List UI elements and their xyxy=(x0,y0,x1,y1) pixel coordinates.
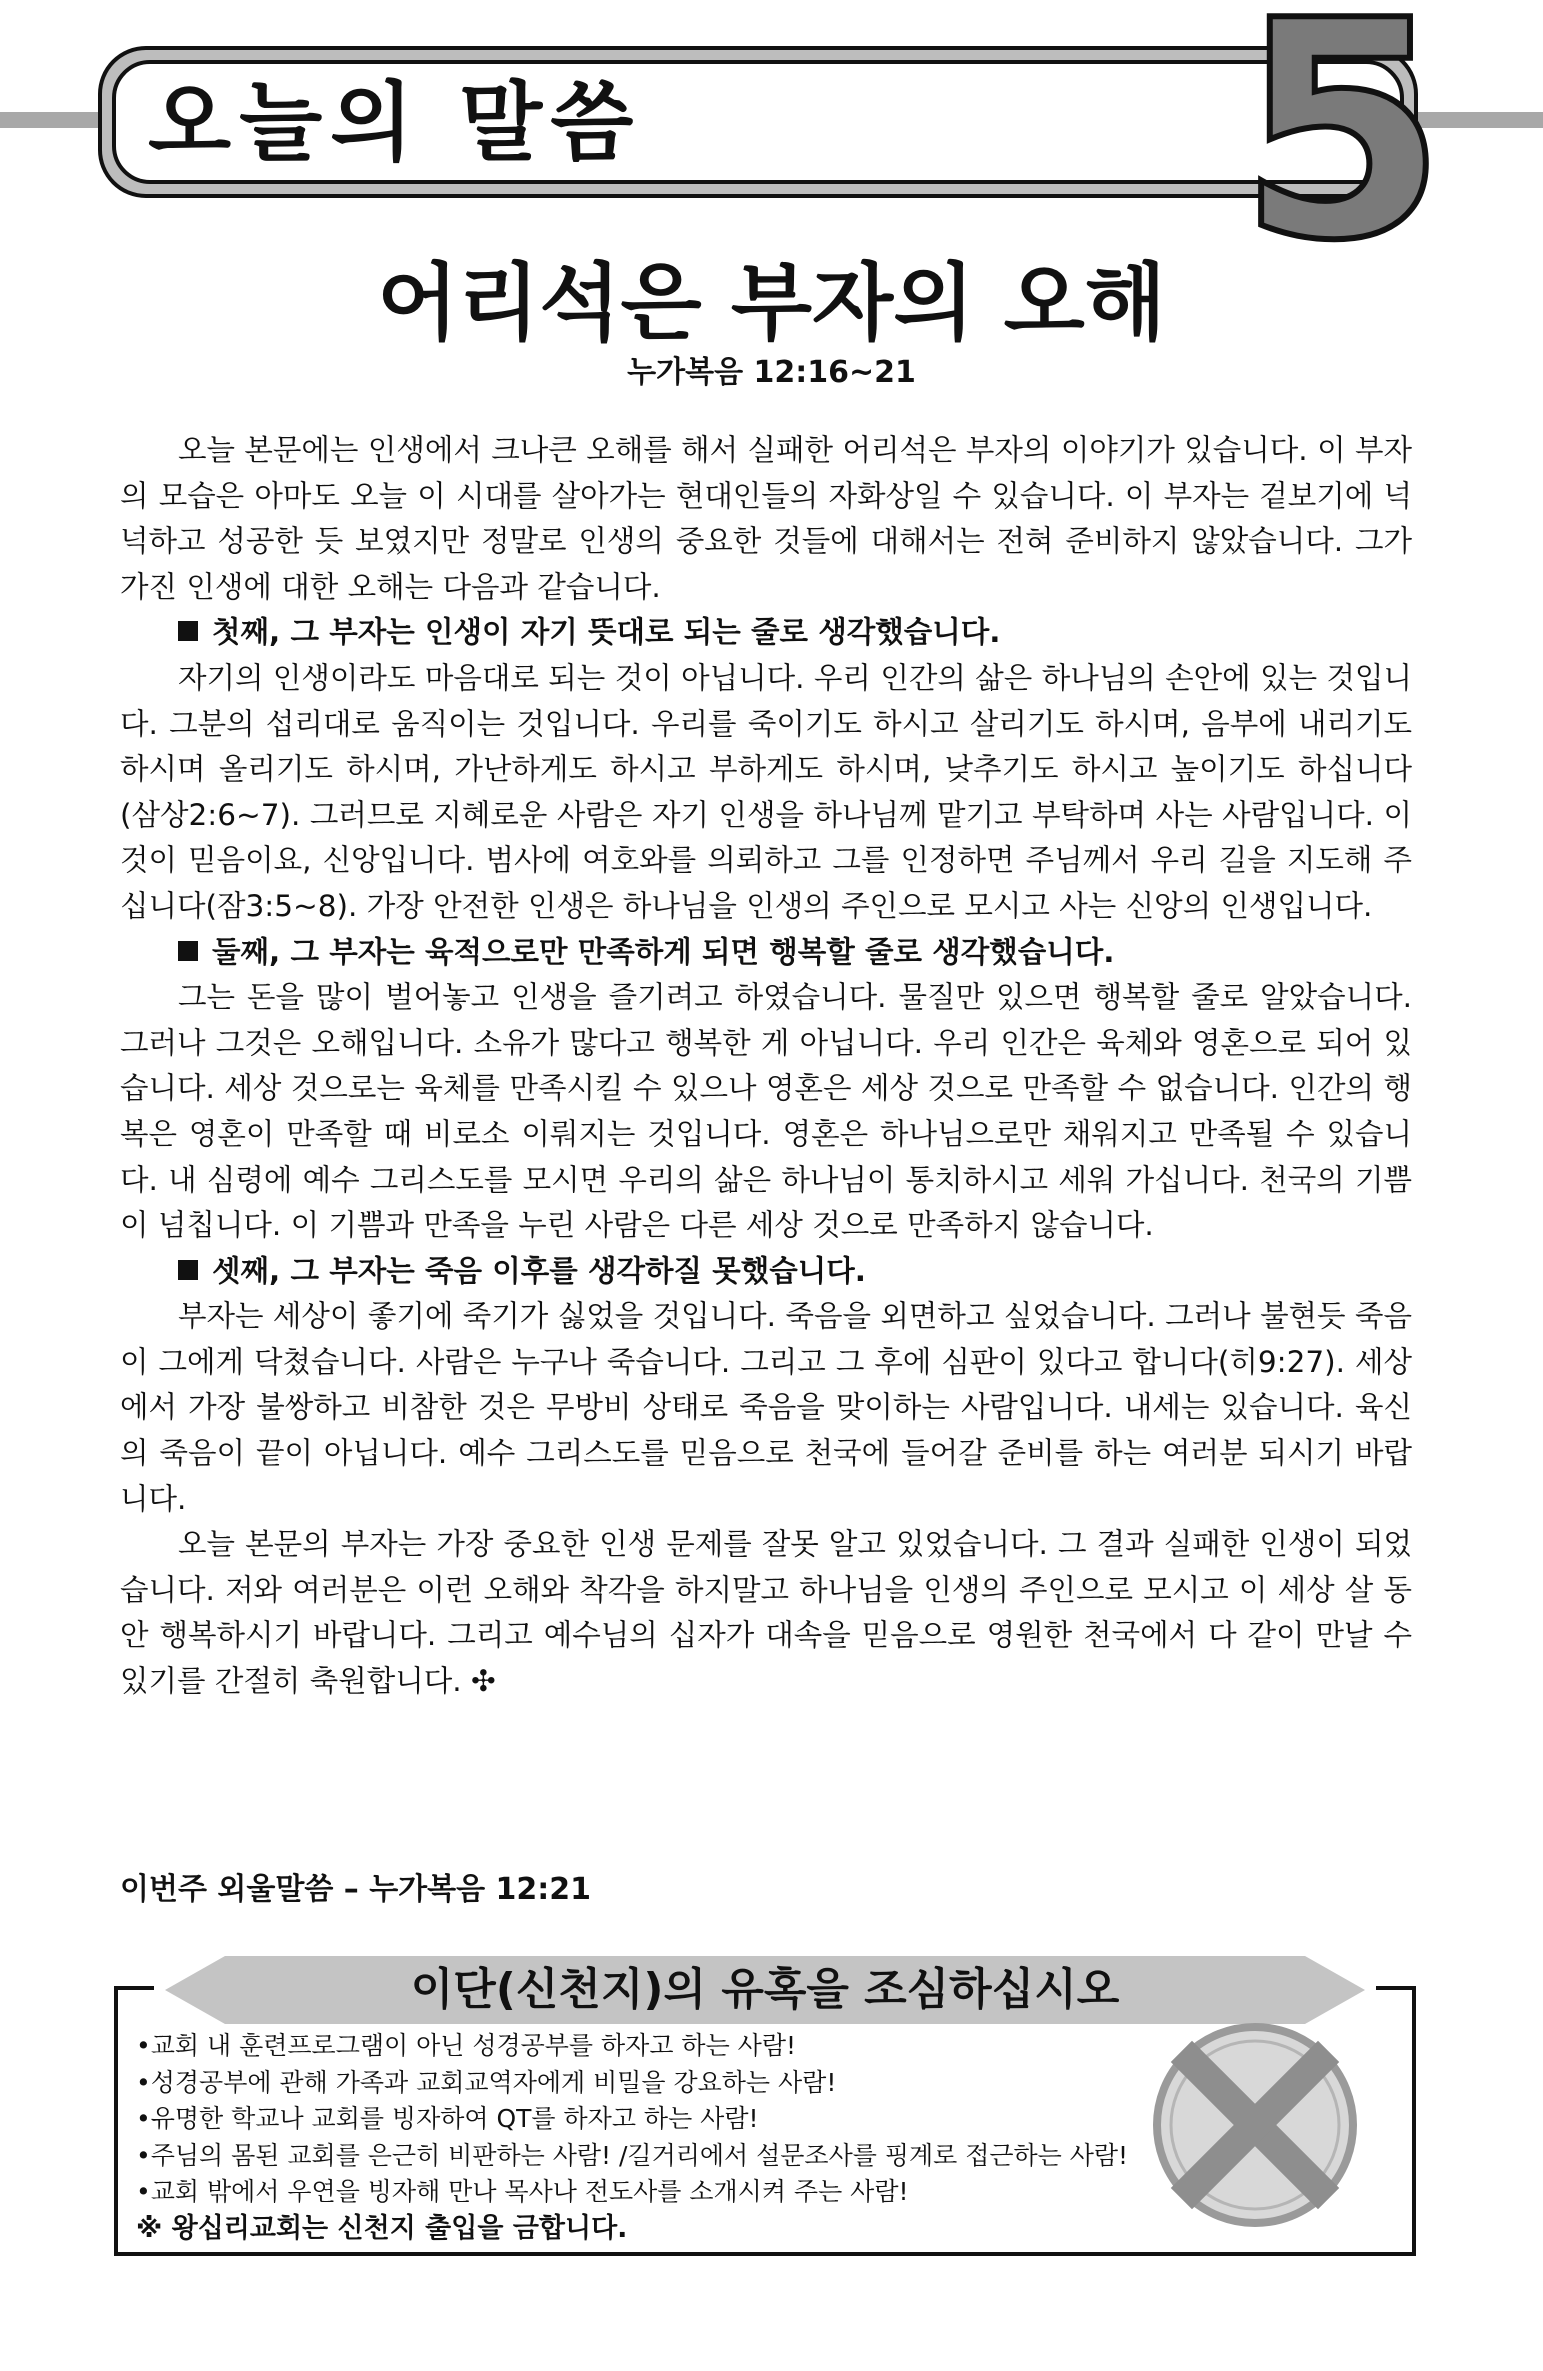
warning-item: •교회 밖에서 우연을 빙자해 만나 목사나 전도사를 소개시켜 주는 사람! xyxy=(136,2177,909,2206)
scripture-reference: 누가복음 12:16~21 xyxy=(627,355,916,390)
intro-paragraph: 오늘 본문에는 인생에서 크나큰 오해를 해서 실패한 어리석은 부자의 이야기가 있습니다. 이 부자의 모습은 아마도 오늘 이 시대를 살아가는 현대인들의 자화상일 수 있습니다. 이 부자는 겉보기에 넉넉하고 성공한 듯 보였지만 정말로 인생의 중요한 것들에 대해서는 전혀 준비하지 않았습니다. 그가 가진 인생에 대한 오해는 다음과 같습니다. xyxy=(120,433,1412,604)
point-heading-3 xyxy=(120,1249,1412,1295)
point-heading-text: 둘째, 그 부자는 육적으로만 만족하게 되면 행복할 줄로 생각했습니다. xyxy=(212,934,1115,969)
warning-box-top-left xyxy=(114,1986,154,1990)
square-bullet-icon xyxy=(178,1260,198,1280)
conclusion-paragraph: 오늘 본문의 부자는 가장 중요한 인생 문제를 잘못 알고 있었습니다. 그 결과 실패한 인생이 되었습니다. 저와 여러분은 이런 오해와 착각을 하지말고 하나님을 인생의 주인으로 모시고 이 세상 살 동안 행복하시기 바랍니다. 그리고 예수님의 십자가 대속을 믿음으로 영원한 천국에서 다 같이 만날 수 있기를 간절히 축원합니다. ✣ xyxy=(120,1527,1412,1699)
weekly-memory-verse: 이번주 외울말씀 – 누가복음 12:21 xyxy=(120,1872,592,1907)
point-paragraph-3: 부자는 세상이 좋기에 죽기가 싫었을 것입니다. 죽음을 외면하고 싶었습니다. 그러나 불현듯 죽음이 그에게 닥쳤습니다. 사람은 누구나 죽습니다. 그리고 그 후에 심판이 있다고 합니다(히9:27). 세상에서 가장 불쌍하고 비참한 것은 무방비 상태로 죽음을 맞이하는 사람입니다. 내세는 있습니다. 육신의 죽음이 끝이 아닙니다. 예수 그리스도를 믿음으로 천국에 들어갈 준비를 하는 여러분 되시기 바랍니다. xyxy=(120,1299,1412,1516)
sermon-title: 어리석은 부자의 오해 xyxy=(377,254,1166,352)
warning-title: 이단(신천지)의 유혹을 조심하십시오 xyxy=(410,1964,1120,2015)
square-bullet-icon xyxy=(178,941,198,961)
point-paragraph-2: 그는 돈을 많이 벌어놓고 인생을 즐기려고 하였습니다. 물질만 있으면 행복할 줄로 알았습니다. 그러나 그것은 오해입니다. 소유가 많다고 행복한 게 아닙니다. 우리 인간은 육체와 영혼으로 되어 있습니다. 세상 것으로는 육체를 만족시킬 수 있으나 영혼은 세상 것으로 만족할 수 없습니다. 인간의 행복은 영혼이 만족할 때 비로소 이뤄지는 것입니다. 영혼은 하나님으로만 채워지고 만족될 수 있습니다. 내 심령에 예수 그리스도를 모시면 우리의 삶은 하나님이 통치하시고 세워 가십니다. 천국의 기쁨이 넘칩니다. 이 기쁨과 만족을 누린 사람은 다른 세상 것으로 만족하지 않습니다. xyxy=(120,980,1412,1243)
point-heading-1 xyxy=(120,610,1412,656)
point-paragraph-1: 자기의 인생이라도 마음대로 되는 것이 아닙니다. 우리 인간의 삶은 하나님의 손안에 있는 것입니다. 그분의 섭리대로 움직이는 것입니다. 우리를 죽이기도 하시고 살리기도 하시며, 음부에 내리기도 하시며 올리기도 하시며, 가난하게도 하시고 부하게도 하시며, 낮추기도 하시고 높이기도 하십니다(삼상2:6~7). 그러므로 지혜로운 사람은 자기 인생을 하나님께 맡기고 부탁하며 사는 사람입니다. 이것이 믿음이요, 신앙입니다. 범사에 여호와를 의뢰하고 그를 인정하면 주님께서 우리 길을 지도해 주십니다(잠3:5~8). 가장 안전한 인생은 하나님을 인생의 주인으로 모시고 사는 신앙의 인생입니다. xyxy=(120,660,1412,923)
square-bullet-icon xyxy=(178,621,198,641)
point-heading-2 xyxy=(120,930,1412,976)
sermon-body xyxy=(120,428,1412,1705)
point-heading-text: 셋째, 그 부자는 죽음 이후를 생각하질 못했습니다. xyxy=(212,1253,866,1288)
warning-item: •성경공부에 관해 가족과 교회교역자에게 비밀을 강요하는 사람! xyxy=(136,2067,837,2097)
section-number: 5 xyxy=(1238,0,1447,306)
point-heading-text: 첫째, 그 부자는 인생이 자기 뜻대로 되는 줄로 생각했습니다. xyxy=(212,615,1001,650)
warning-item: •교회 내 훈련프로그램이 아닌 성경공부를 하자고 하는 사람! xyxy=(136,2031,796,2060)
warning-item: •유명한 학교나 교회를 빙자하여 QT를 하자고 하는 사람! xyxy=(136,2104,759,2133)
church-notice: ※ 왕십리교회는 신천지 출입을 금합니다. xyxy=(136,2212,628,2244)
warning-item: •주님의 몸된 교회를 은근히 비판하는 사람! /길거리에서 설문조사를 핑계로 접근하는 사람! xyxy=(136,2140,1129,2170)
warning-list xyxy=(136,2028,1396,2247)
section-title: 오늘의 말씀 xyxy=(148,73,642,173)
warning-box-top-right xyxy=(1376,1986,1416,1990)
